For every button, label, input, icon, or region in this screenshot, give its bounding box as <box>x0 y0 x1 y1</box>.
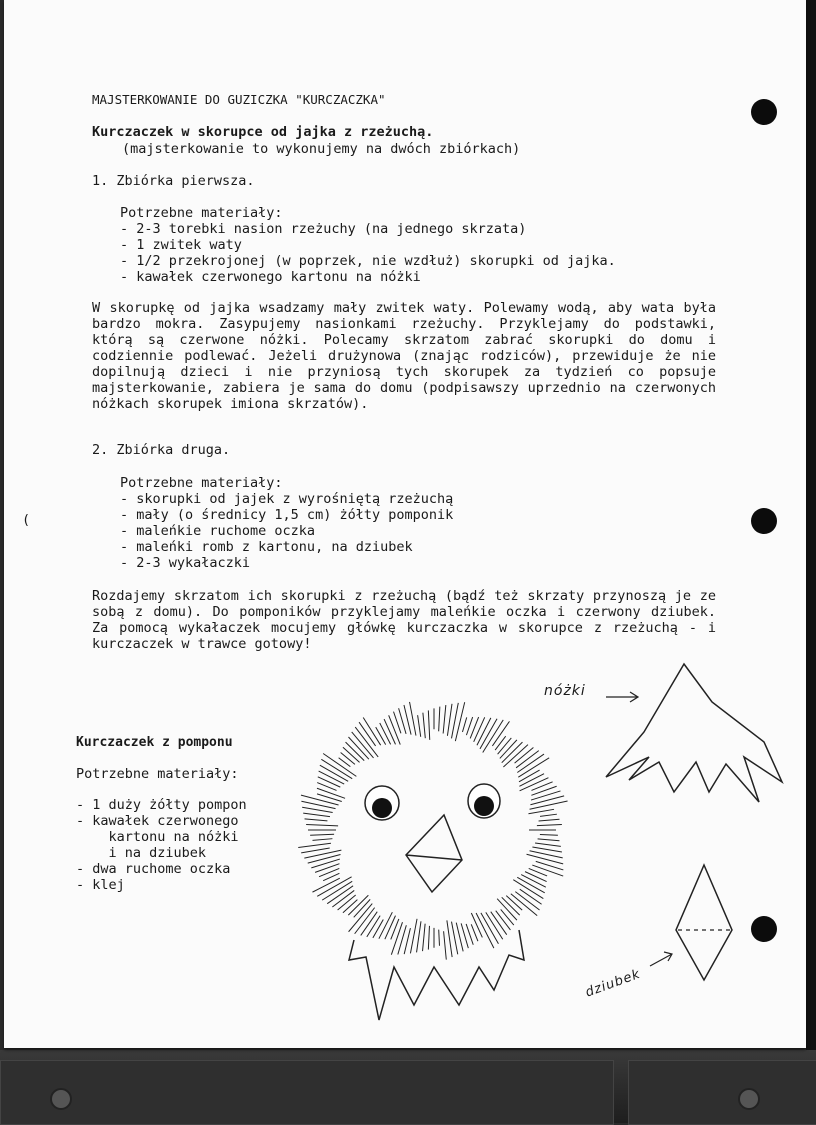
beak-template-drawing <box>670 862 740 982</box>
section2-materials-label: Potrzebne materiały: <box>120 475 283 491</box>
feet-arrow-icon <box>604 690 644 704</box>
page-title: MAJSTERKOWANIE DO GUZICZKA "KURCZACZKA" <box>92 92 386 107</box>
margin-mark: ( <box>22 512 31 528</box>
pompon-material-item: i na dziubek <box>76 845 207 861</box>
beak-arrow-icon <box>648 948 678 968</box>
scanner-hole-right <box>738 1088 760 1110</box>
section1-heading: 1. Zbiórka pierwsza. <box>92 173 255 189</box>
subtitle: Kurczaczek w skorupce od jajka z rzeżuchą. <box>92 124 434 140</box>
section2-material-item: - 2-3 wykałaczki <box>120 555 251 571</box>
section1-materials-label: Potrzebne materiały: <box>120 205 283 221</box>
pompon-heading: Kurczaczek z pomponu <box>76 735 233 750</box>
section1-material-item: - 1 zwitek waty <box>120 237 242 253</box>
pompon-materials-label: Potrzebne materiały: <box>76 766 239 782</box>
pompon-material-item: - kawałek czerwonego <box>76 813 239 829</box>
section1-material-item: - 2-3 torebki nasion rzeżuchy (na jednego skrzata) <box>120 221 527 237</box>
section2-paragraph: Rozdajemy skrzatom ich skorupki z rzeżuchą (bądź też skrzaty przynoszą je ze sobą z domu). Do pomponików przyklejamy maleńkie oczka i czerwony dziubek. Za pomocą wykałaczek mocujemy główkę kurczaczka w skorupce z rzeżuchą - i kurczaczek w trawce gotowy! <box>92 588 716 652</box>
feet-label: nóżki <box>544 683 586 699</box>
punch-hole-bottom <box>751 916 777 942</box>
punch-hole-top <box>751 99 777 125</box>
section2-material-item: - maleńkie ruchome oczka <box>120 523 316 539</box>
section1-material-item: - kawałek czerwonego kartonu na nóżki <box>120 269 421 285</box>
section2-heading: 2. Zbiórka druga. <box>92 442 231 458</box>
scanner-panel-right <box>628 1060 816 1125</box>
chick-drawing <box>294 705 574 1035</box>
left-pupil <box>372 798 392 818</box>
section2-material-item: - skorupki od jajek z wyrośniętą rzeżuchą <box>120 491 454 507</box>
chick-fur <box>298 702 567 960</box>
pompon-material-item: kartonu na nóżki <box>76 829 239 845</box>
punch-hole-middle <box>751 508 777 534</box>
pompon-material-item: - dwa ruchome oczka <box>76 861 231 877</box>
beak-icon <box>406 815 462 892</box>
section2-material-item: - maleńki romb z kartonu, na dziubek <box>120 539 413 555</box>
section1-material-item: - 1/2 przekrojonej (w poprzek, nie wzdłuż) skorupki od jajka. <box>120 253 616 269</box>
subtitle-note: (majsterkowanie to wykonujemy na dwóch zbiórkach) <box>122 141 521 157</box>
section1-paragraph: W skorupkę od jajka wsadzamy mały zwitek waty. Polewamy wodą, aby wata była bardzo mokra. Zasypujemy nasionkami rzeżuchy. Przyklejamy do podstawki, którą są czerwone nóżki. Polecamy skrzatom zabrać skorupki do domu i codziennie podlewać. Jeżeli drużynowa (znając rodziców), przewiduje że nie dopilnują dzieci i nie przyniosą tych skorupek za tydzień co popsuje majsterkowanie, zabiera je sama do domu (podpisawszy uprzednio na czerwonych nóżkach skorupek imiona skrzatów). <box>92 300 716 412</box>
right-pupil <box>474 796 494 816</box>
feet-template-drawing <box>604 662 784 842</box>
pompon-material-item: - klej <box>76 877 125 893</box>
beak-label: dziubek <box>583 966 643 1001</box>
pompon-material-item: - 1 duży żółty pompon <box>76 797 247 813</box>
document-page <box>4 0 806 1048</box>
scanner-edge <box>806 0 816 1050</box>
scanner-panel-left <box>0 1060 614 1125</box>
section2-material-item: - mały (o średnicy 1,5 cm) żółty pomponik <box>120 507 454 523</box>
scanner-hole-left <box>50 1088 72 1110</box>
